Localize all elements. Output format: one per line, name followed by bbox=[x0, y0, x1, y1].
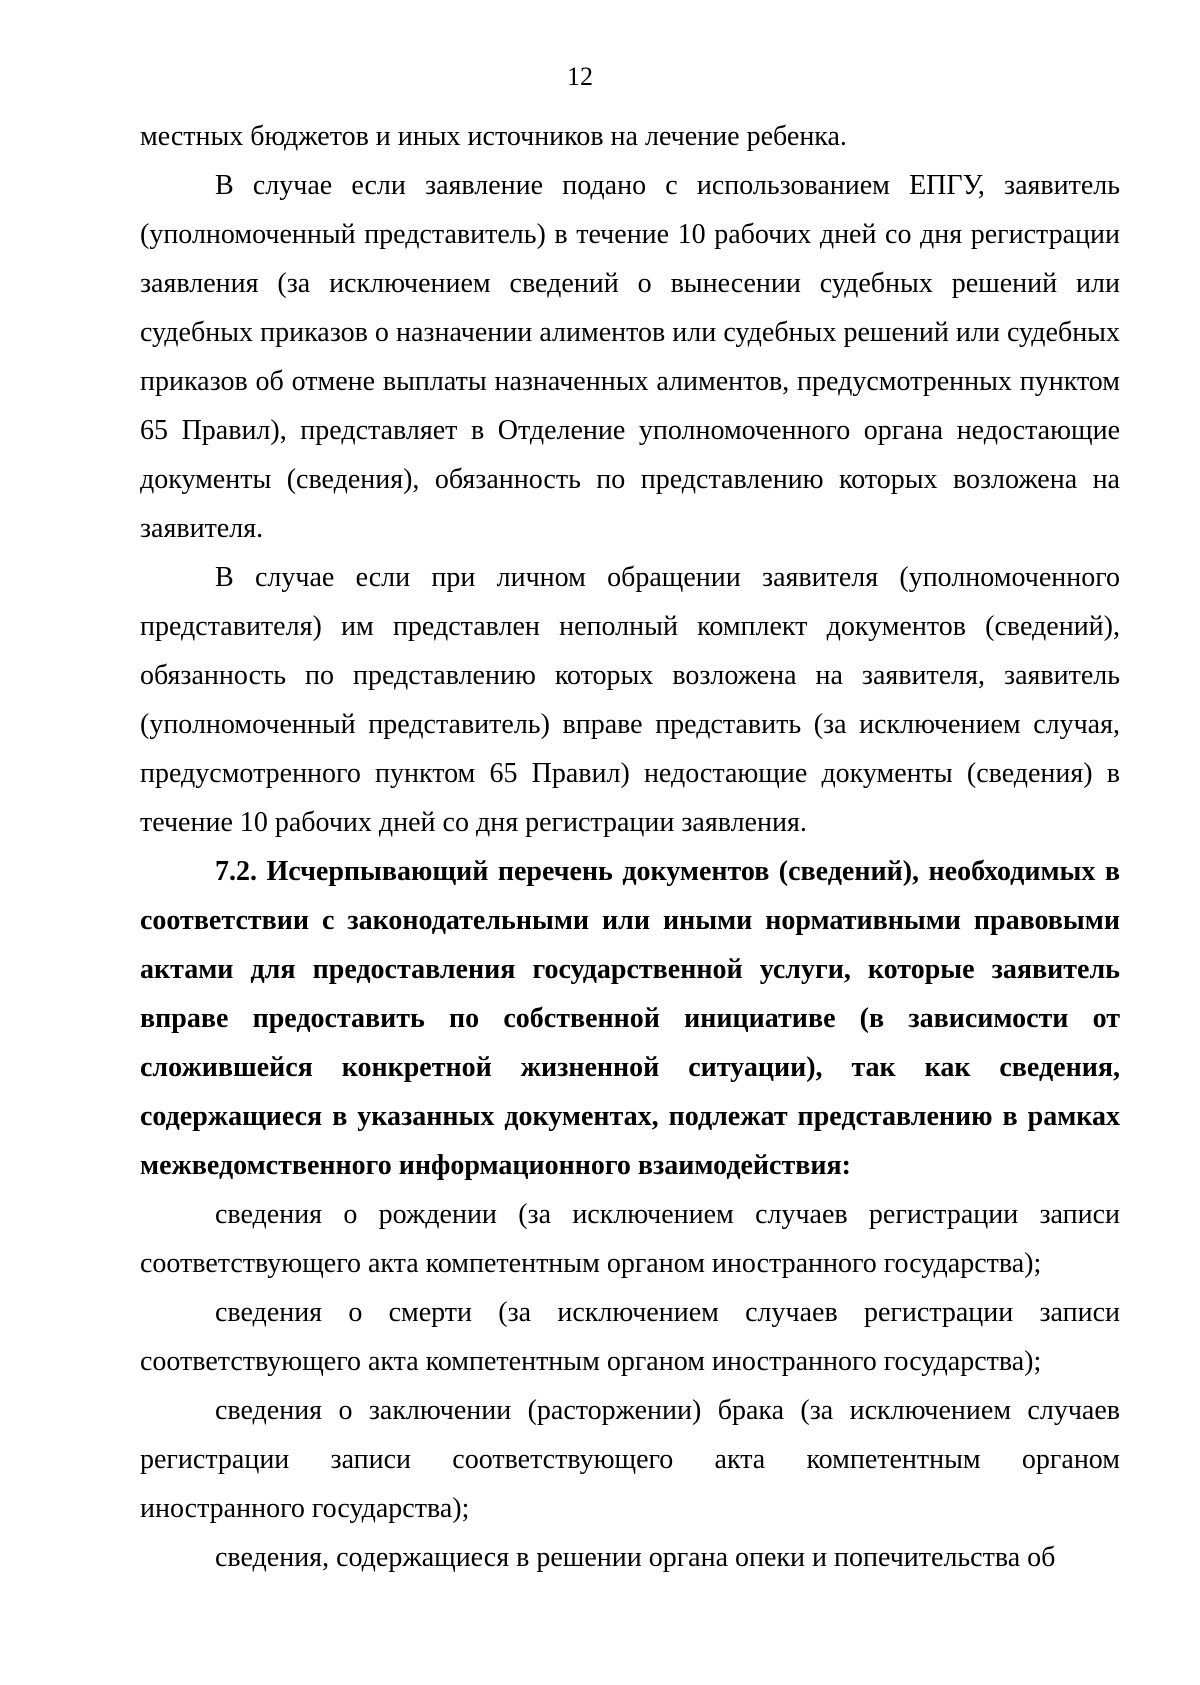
paragraph-epgu-submission: В случае если заявление подано с использованием ЕПГУ, заявитель (уполномоченный представитель) в течение 10 рабочих дней со дня регистрации заявления (за исключением сведений о вынесении судебных решений или судебных приказов о назначении алиментов или судебных решений или судебных приказов об отмене выплаты назначенных алиментов, предусмотренных пунктом 65 Правил), представляет в Отделение уполномоченного органа недостающие документы (сведения), обязанность по представлению которых возложена на заявителя. bbox=[140, 170, 1120, 544]
paragraph-continuation: местных бюджетов и иных источников на лечение ребенка. bbox=[140, 121, 847, 152]
list-item-guardianship-info: сведения, содержащиеся в решении органа опеки и попечительства об bbox=[215, 1542, 1056, 1573]
section-heading-7-2: 7.2. Исчерпывающий перечень документов (сведений), необходимых в соответствии с законодательными или иными нормативными правовыми актами для предоставления государственной услуги, которые заявитель вправе предоставить по собственной инициативе (в зависимости от сложившейся конкретной жизненной ситуации), так как сведения, содержащиеся в указанных документах, подлежат представлению в рамках межведомственного информационного взаимодействия: bbox=[140, 856, 1120, 1181]
list-item-death-info: сведения о смерти (за исключением случаев регистрации записи соответствующего акта компетентным органом иностранного государства); bbox=[140, 1297, 1120, 1377]
page-number: 12 bbox=[567, 62, 593, 91]
list-item-marriage-info: сведения о заключении (расторжении) брака (за исключением случаев регистрации записи соответствующего акта компетентным органом иностранного государства); bbox=[140, 1395, 1120, 1524]
list-item-birth-info: сведения о рождении (за исключением случаев регистрации записи соответствующего акта компетентным органом иностранного государства); bbox=[140, 1199, 1120, 1279]
paragraph-personal-visit: В случае если при личном обращении заявителя (уполномоченного представителя) им представлен неполный комплект документов (сведений), обязанность по представлению которых возложена на заявителя, заявитель (уполномоченный представитель) вправе представить (за исключением случая, предусмотренного пунктом 65 Правил) недостающие документы (сведения) в течение 10 рабочих дней со дня регистрации заявления. bbox=[140, 562, 1120, 838]
document-body bbox=[140, 112, 1120, 1582]
